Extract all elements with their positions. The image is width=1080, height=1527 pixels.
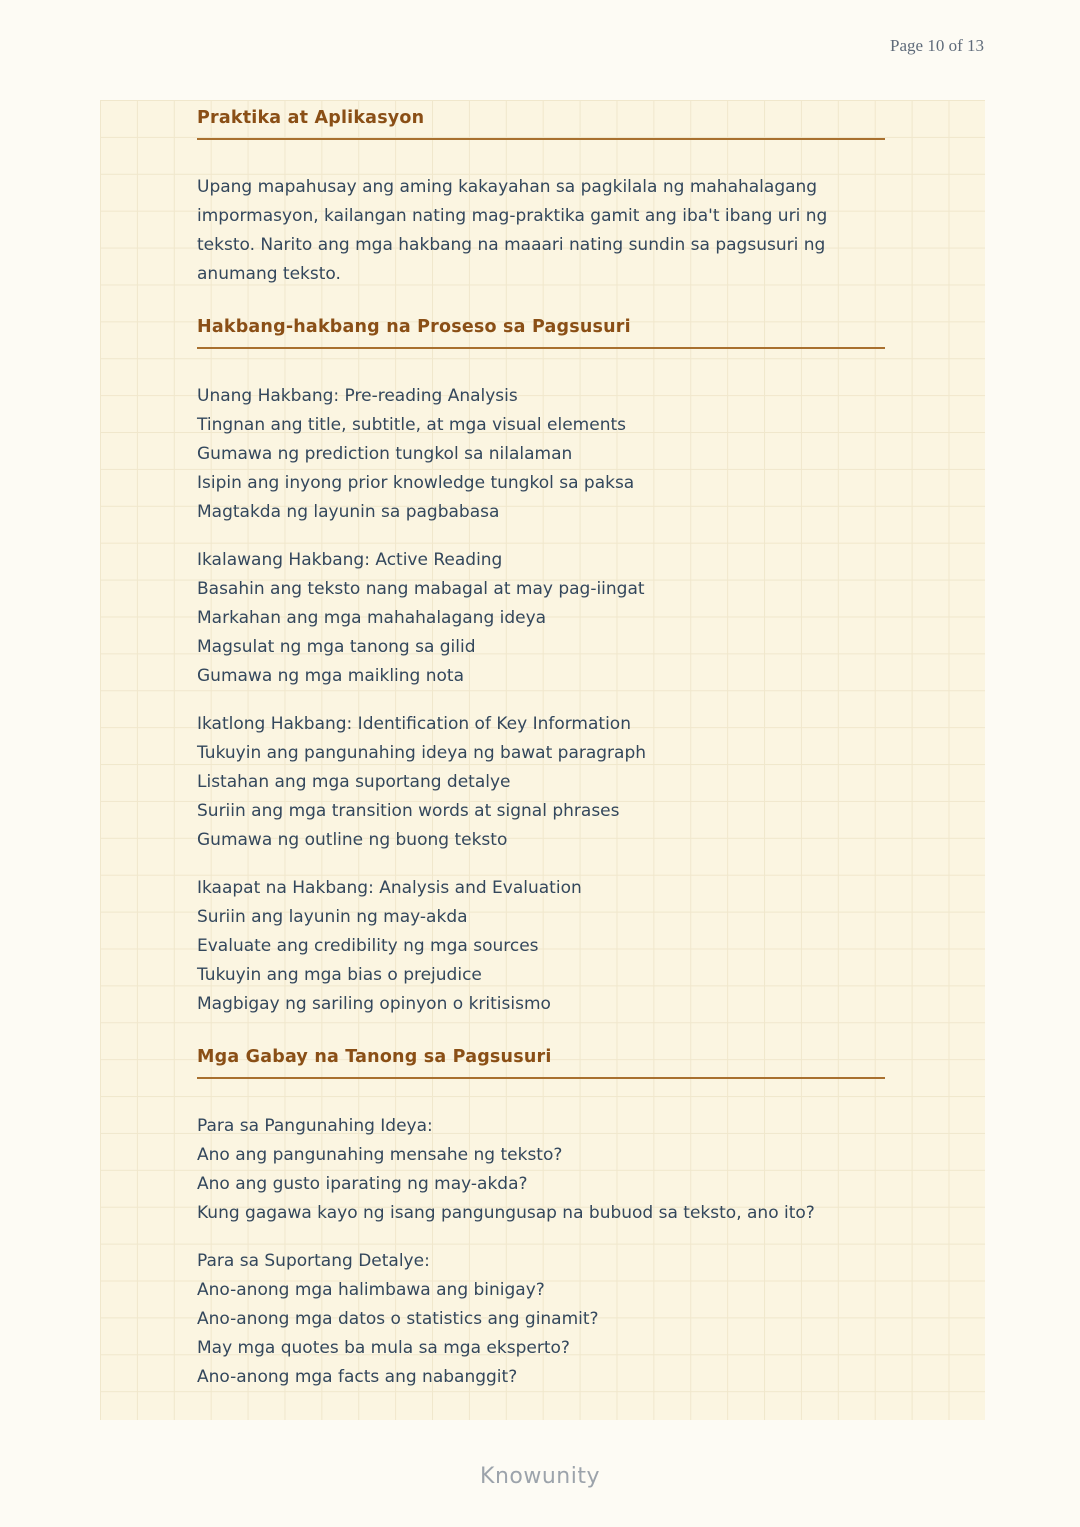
step-item: Listahan ang mga suportang detalye: [197, 772, 511, 792]
heading-underline: [197, 347, 885, 349]
step-title: Ikatlong Hakbang: Identification of Key Information: [197, 714, 631, 734]
step-item: Magsulat ng mga tanong sa gilid: [197, 637, 476, 657]
step-title: Unang Hakbang: Pre-reading Analysis: [197, 386, 518, 406]
guide-item: Kung gagawa kayo ng isang pangungusap na bubuod sa teksto, ano ito?: [197, 1203, 815, 1223]
step-item: Suriin ang mga transition words at signal phrases: [197, 801, 620, 821]
step-block-1: [197, 382, 885, 527]
step-block-4: [197, 874, 885, 1019]
step-block-2: [197, 546, 885, 691]
guide-block-2: [197, 1247, 885, 1392]
step-item: Tingnan ang title, subtitle, at mga visual elements: [197, 415, 626, 435]
step-item: Basahin ang teksto nang mabagal at may pag-iingat: [197, 579, 645, 599]
step-item: Markahan ang mga mahahalagang ideya: [197, 608, 547, 628]
guide-item: Ano ang gusto iparating ng may-akda?: [197, 1174, 528, 1194]
step-item: Gumawa ng mga maikling nota: [197, 666, 465, 686]
heading-underline: [197, 1077, 885, 1079]
paragraph-line: teksto. Narito ang mga hakbang na maaari nating sundin sa pagsusuri ng: [197, 235, 826, 255]
guide-item: Ano-anong mga facts ang nabanggit?: [197, 1367, 518, 1387]
paragraph-line: anumang teksto.: [197, 264, 341, 284]
guide-block-1: [197, 1112, 885, 1228]
section-heading-gabay: [197, 1045, 885, 1079]
section-heading-praktika: [197, 106, 885, 140]
step-item: Isipin ang inyong prior knowledge tungkol sa paksa: [197, 473, 635, 493]
step-block-3: [197, 710, 885, 855]
heading-underline: [197, 138, 885, 140]
guide-title: Para sa Suportang Detalye:: [197, 1251, 430, 1271]
step-item: Tukuyin ang mga bias o prejudice: [197, 965, 482, 985]
guide-item: Ano ang pangunahing mensahe ng teksto?: [197, 1145, 563, 1165]
section-heading-text: Hakbang-hakbang na Proseso sa Pagsusuri: [197, 317, 631, 337]
guide-item: Ano-anong mga halimbawa ang binigay?: [197, 1280, 545, 1300]
step-item: Tukuyin ang pangunahing ideya ng bawat paragraph: [197, 743, 647, 763]
guide-title: Para sa Pangunahing Ideya:: [197, 1116, 433, 1136]
step-item: Suriin ang layunin ng may-akda: [197, 907, 468, 927]
guide-item: Ano-anong mga datos o statistics ang ginamit?: [197, 1309, 599, 1329]
step-title: Ikalawang Hakbang: Active Reading: [197, 550, 503, 570]
section-heading-text: Mga Gabay na Tanong sa Pagsusuri: [197, 1047, 552, 1067]
section-heading-text: Praktika at Aplikasyon: [197, 108, 425, 128]
paragraph-line: impormasyon, kailangan nating mag-praktika gamit ang iba't ibang uri ng: [197, 206, 828, 226]
intro-paragraph: [197, 173, 885, 289]
section-heading-proseso: [197, 315, 885, 349]
step-item: Gumawa ng prediction tungkol sa nilalaman: [197, 444, 573, 464]
notes-sheet: [100, 100, 985, 1420]
step-title: Ikaapat na Hakbang: Analysis and Evaluation: [197, 878, 582, 898]
paragraph-line: Upang mapahusay ang aming kakayahan sa pagkilala ng mahahalagang: [197, 177, 818, 197]
step-item: Gumawa ng outline ng buong teksto: [197, 830, 508, 850]
page-number: Page 10 of 13: [890, 36, 984, 55]
step-item: Magbigay ng sariling opinyon o kritisismo: [197, 994, 551, 1014]
guide-item: May mga quotes ba mula sa mga eksperto?: [197, 1338, 570, 1358]
step-item: Evaluate ang credibility ng mga sources: [197, 936, 539, 956]
step-item: Magtakda ng layunin sa pagbabasa: [197, 502, 500, 522]
footer-brand: Knowunity: [480, 1464, 600, 1489]
